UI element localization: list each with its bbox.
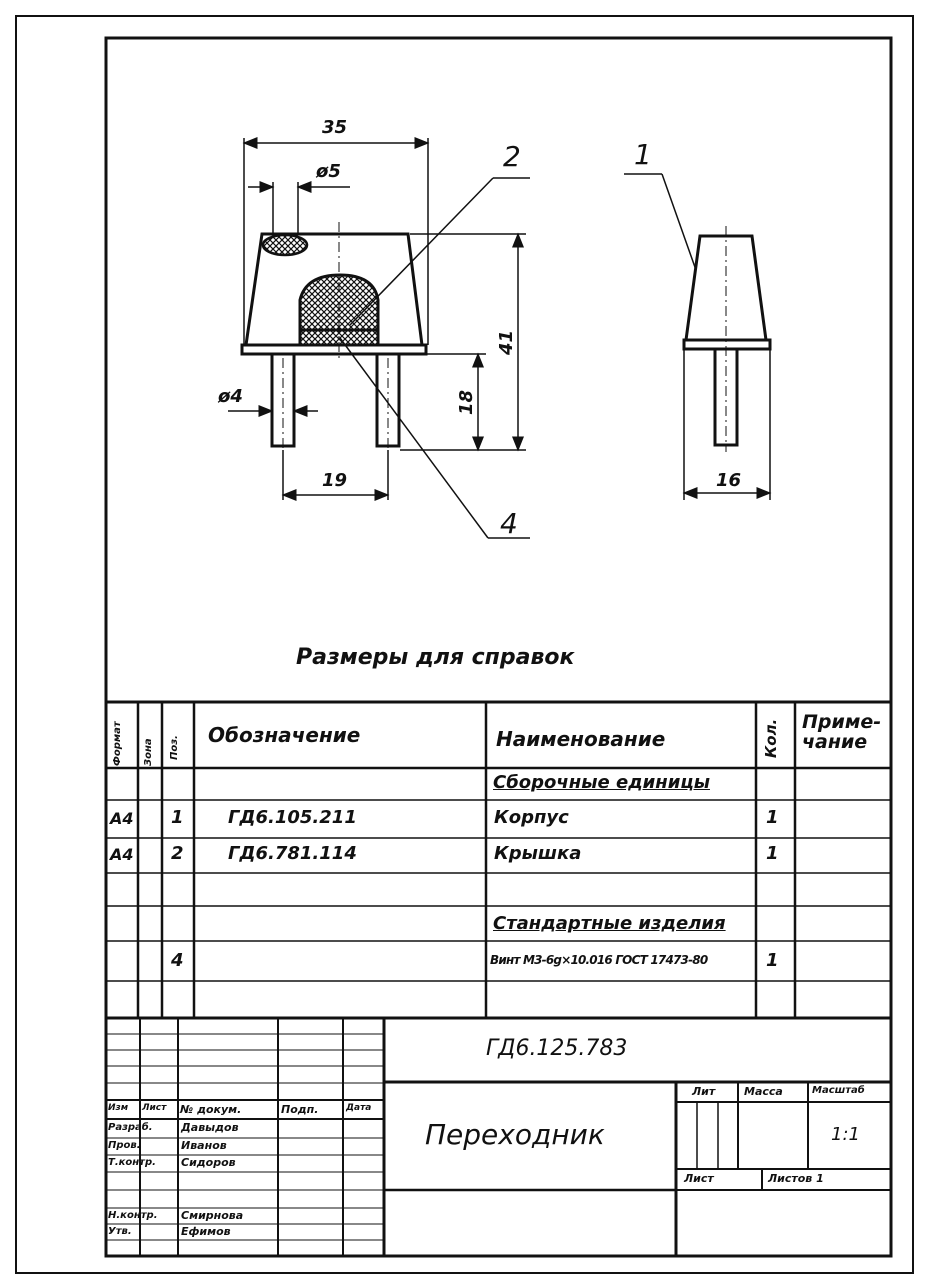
header-pos: Поз. [169, 735, 180, 760]
label-mass: Масса [744, 1085, 783, 1098]
dim-18: 18 [456, 389, 477, 415]
role-developer: Разраб. [108, 1122, 153, 1133]
name-norm-control: Смирнова [181, 1209, 244, 1222]
dim-16: 16 [716, 470, 742, 491]
dim-dia-4: ø4 [218, 386, 243, 407]
row2-format: А4 [110, 845, 134, 864]
col-izm: Изм [108, 1103, 129, 1113]
scale-value: 1:1 [831, 1124, 860, 1145]
header-note-line2: чание [802, 731, 868, 753]
dim-41: 41 [496, 329, 517, 355]
section-assemblies: Сборочные единицы [493, 772, 710, 793]
row1-name: Корпус [494, 807, 569, 828]
row3-pos: 4 [171, 950, 184, 971]
col-data: Дата [346, 1103, 372, 1113]
row2-designation: ГД6.781.114 [228, 843, 357, 864]
label-lit: Лит [692, 1085, 716, 1098]
name-developer: Давыдов [181, 1121, 239, 1134]
name-approved: Ефимов [181, 1225, 231, 1238]
reference-dimensions-note: Размеры для справок [296, 645, 575, 670]
row3-name: Винт М3-6g×10.016 ГОСТ 17473-80 [490, 953, 708, 967]
callout-2: 2 [503, 140, 521, 173]
section-standard: Стандартные изделия [493, 913, 726, 934]
name-tech-control: Сидоров [181, 1156, 236, 1169]
col-podp: Подп. [281, 1103, 319, 1116]
name-checker: Иванов [181, 1139, 227, 1152]
header-format: Формат [112, 721, 123, 766]
role-norm-control: Н.контр. [108, 1210, 158, 1221]
row1-pos: 1 [171, 807, 184, 828]
dim-19: 19 [322, 470, 348, 491]
header-qty: Кол. [762, 718, 780, 758]
row2-qty: 1 [766, 843, 779, 864]
document-number: ГД6.125.783 [486, 1036, 628, 1061]
row2-name: Крышка [494, 843, 582, 864]
header-designation: Обозначение [208, 723, 361, 747]
label-sheet: Лист [684, 1172, 714, 1185]
header-note-line1: Приме- [802, 711, 882, 733]
header-zone: Зона [143, 738, 154, 766]
row1-format: А4 [110, 809, 134, 828]
role-tech-control: Т.контр. [108, 1157, 156, 1168]
dim-dia-5: ø5 [316, 161, 341, 182]
col-ndoc: № докум. [180, 1103, 242, 1116]
row2-pos: 2 [171, 843, 184, 864]
row3-qty: 1 [766, 950, 779, 971]
col-list: Лист [142, 1103, 167, 1113]
row1-designation: ГД6.105.211 [228, 807, 357, 828]
header-name: Наименование [496, 727, 666, 751]
label-scale: Масштаб [812, 1085, 865, 1096]
callout-4: 4 [500, 507, 518, 540]
drawing-title: Переходник [425, 1118, 605, 1151]
row1-qty: 1 [766, 807, 779, 828]
side-view [684, 226, 770, 452]
callout-1: 1 [634, 138, 652, 171]
dim-35: 35 [322, 117, 348, 138]
label-sheets: Листов 1 [768, 1172, 824, 1185]
header-note [802, 712, 881, 752]
role-approved: Утв. [108, 1226, 132, 1237]
role-checker: Пров. [108, 1140, 141, 1151]
